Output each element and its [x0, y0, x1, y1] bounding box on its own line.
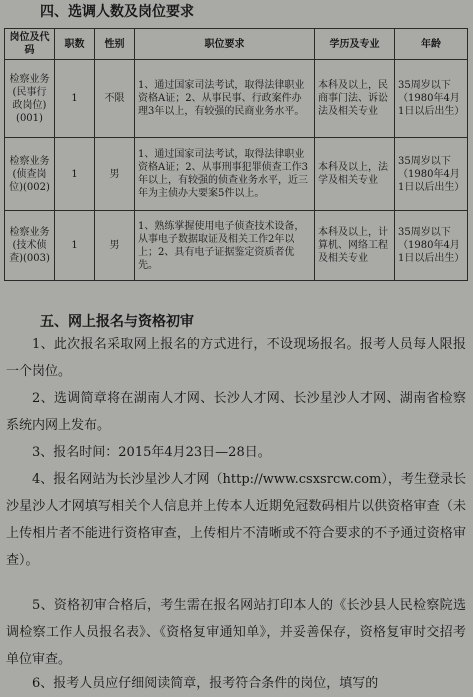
paragraph-1: 1、此次报名采取网上报名的方式进行，不设现场报名。报考人员每人限报一个岗位。: [6, 337, 466, 379]
cell-position: 检察业务(技术侦查)(003): [5, 211, 55, 281]
table-row: [5, 138, 468, 211]
cell-age: 35周岁以下（1980年4月1日以后出生）: [395, 138, 468, 211]
paragraph-3: 3、报名时间：2015年4月23日—28日。: [32, 445, 271, 460]
cell-education: 本科及以上，法学及相关专业: [315, 138, 395, 211]
paragraph-6: 6、报考人员应仔细阅读简章，报考符合条件的岗位，填写的: [32, 676, 379, 691]
positions-table: [4, 28, 468, 281]
cell-count: 1: [55, 60, 95, 138]
paragraph-5: 5、资格初审合格后，考生需在报名网站打印本人的《长沙县人民检察院选调检察工作人员报名表》、《资格复审通知单》，并妥善保存，资格复审时交招考单位审查。: [6, 598, 466, 667]
header-gender: 性别: [95, 29, 135, 60]
section-4-heading: 四、选调人数及岗位要求: [40, 4, 194, 20]
cell-education: 本科及以上，计算机、网络工程及相关专业: [315, 211, 395, 281]
cell-age: 35周岁以下（1980年4月1日以后出生）: [395, 60, 468, 138]
cell-count: 1: [55, 211, 95, 281]
cell-requirements: 1、通过国家司法考试，取得法律职业资格A证；2、从事刑事犯罪侦查工作3年以上，有较强的侦查业务水平，近三年为主侦办大要案5件以上。: [135, 138, 315, 211]
table-row: [5, 211, 468, 281]
cell-requirements: 1、熟练掌握使用电子侦查技术设备，从事电子数据取证及相关工作2年以上；2、具有电子证据鉴定资质者优先。: [135, 211, 315, 281]
paragraph-2: 2、选调简章将在湖南人才网、长沙人才网、长沙星沙人才网、湖南省检察系统内网上发布。: [6, 391, 466, 433]
cell-gender: 男: [95, 211, 135, 281]
paragraph-4: 4、报名网站为长沙星沙人才网（http://www.csxsrcw.com），考生登录长沙星沙人才网填写相关个人信息并上传本人近期免冠数码相片以供资格审查（未上传相片者不能进行资格审查，上传相片不清晰或不符合要求的不予通过资格审查）。: [6, 472, 466, 568]
header-education: 学历及专业: [315, 29, 395, 60]
cell-age: 35周岁以下（1980年4月1日以后出生）: [395, 211, 468, 281]
table-row: [5, 60, 468, 138]
cell-gender: 不限: [95, 60, 135, 138]
header-age: 年龄: [395, 29, 468, 60]
table-header-row: [5, 29, 468, 60]
cell-requirements: 1、通过国家司法考试，取得法律职业资格A证；2、从事民事、行政案件办理3年以上，有较强的民商业务水平。: [135, 60, 315, 138]
cell-position: 检察业务(民事行政岗位)(001): [5, 60, 55, 138]
cell-count: 1: [55, 138, 95, 211]
section-5-heading: 五、网上报名与资格初审: [40, 314, 194, 330]
cell-position: 检察业务(侦查岗位)(002): [5, 138, 55, 211]
cell-gender: 男: [95, 138, 135, 211]
header-count: 职数: [55, 29, 95, 60]
header-requirements: 职位要求: [135, 29, 315, 60]
header-position: 岗位及代码: [5, 29, 55, 60]
cell-education: 本科及以上，民商事门法、诉讼法及相关专业: [315, 60, 395, 138]
